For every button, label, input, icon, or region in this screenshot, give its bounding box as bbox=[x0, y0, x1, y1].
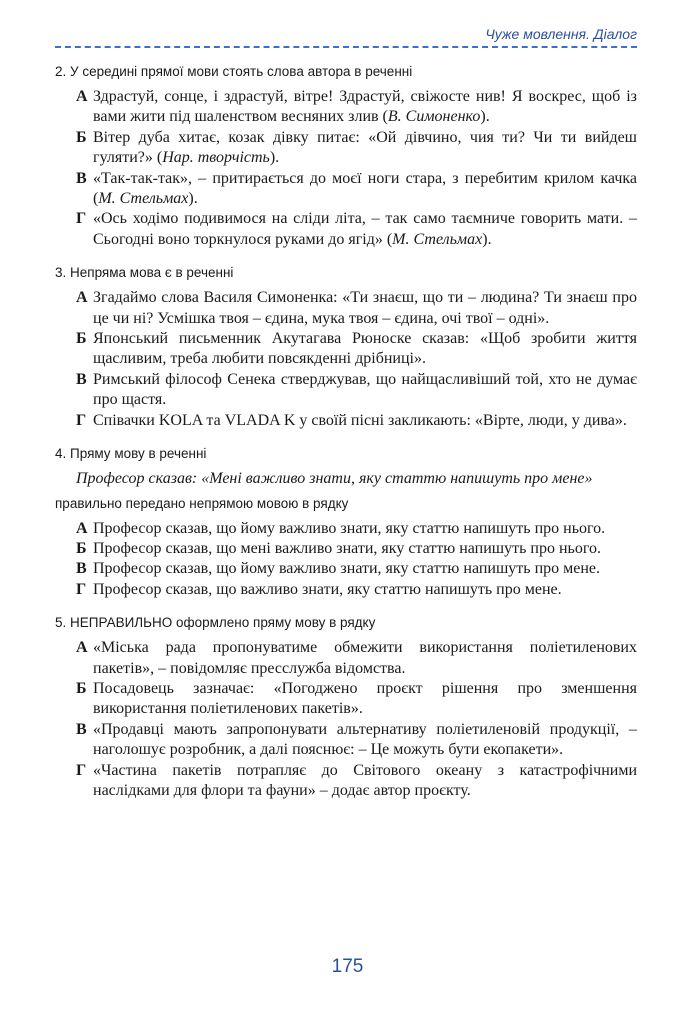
option-text: Римський філософ Сенека стверджував, що найщасливіший той, хто не думає про щастя. bbox=[93, 370, 637, 409]
question-4-options bbox=[76, 519, 637, 601]
option-text: Професор сказав, що йому важливо знати, яку статтю напишуть про нього. bbox=[93, 519, 606, 537]
option-b[interactable] bbox=[76, 329, 637, 370]
option-letter: В bbox=[76, 370, 87, 388]
option-text: Згадаймо слова Василя Симоненка: «Ти знаєш, що ти – людина? Ти знаєш про це чи ні? Усмішка твоя – єдина, мука твоя – єдина, очі твої – одні». bbox=[93, 289, 637, 327]
option-body: «Ось ходімо подивимося на сліди літа, – так само таємниче говорить мати. – Сьогодні воно торкнулося руками до ягід» ( bbox=[93, 210, 637, 248]
header-dashed-rule bbox=[55, 46, 637, 48]
option-text: Професор сказав, що йому важливо знати, яку статтю напишуть про мене. bbox=[93, 560, 601, 578]
option-letter: Г bbox=[76, 210, 87, 228]
option-b[interactable] bbox=[76, 128, 637, 169]
question-3-title: 3. Непряма мова є в реченні bbox=[55, 265, 234, 281]
question-3 bbox=[55, 263, 637, 431]
running-head-title: Чуже мовлення. Діалог bbox=[485, 26, 637, 42]
option-body: Здрастуй, сонце, і здрастуй, вітре! Здрастуй, свіжосте нив! Я воскрес, щоб із вами жити під шаленством весняних злив ( bbox=[93, 88, 637, 126]
option-letter: А bbox=[76, 88, 88, 105]
option-v[interactable] bbox=[76, 559, 637, 579]
option-text bbox=[93, 209, 637, 250]
page-content bbox=[55, 58, 637, 801]
option-letter: В bbox=[76, 560, 87, 578]
option-source: М. Стельмах bbox=[98, 190, 189, 208]
option-g[interactable] bbox=[76, 580, 637, 600]
option-a[interactable] bbox=[76, 288, 637, 329]
option-letter: А bbox=[76, 289, 88, 307]
question-4-quote: Професор сказав: «Мені важливо знати, яку статтю напишуть про мене» bbox=[76, 470, 593, 488]
page-number: 175 bbox=[331, 956, 364, 977]
question-2-title: 2. У середині прямої мови стоять слова автора в реченні bbox=[55, 64, 413, 79]
option-text: «Міська рада пропонуватиме обмежити використання поліетиленових пакетів», – повідомляє пресслужба відомства. bbox=[93, 639, 637, 677]
option-text: Співачки KOLA та VLADA K у своїй пісні закликають: «Вірте, люди, у дива». bbox=[93, 411, 627, 429]
option-text bbox=[93, 128, 637, 169]
option-letter: Б bbox=[76, 539, 87, 557]
question-4-subtitle: правильно передано непрямою мовою в рядку bbox=[55, 495, 349, 511]
option-letter: Б bbox=[76, 128, 87, 146]
option-a[interactable] bbox=[76, 519, 637, 539]
option-a[interactable] bbox=[76, 638, 637, 679]
option-g[interactable] bbox=[76, 761, 637, 802]
option-text: Посадовець зазначає: «Погоджено проєкт рішення про зменшення використання поліетиленових пакетів». bbox=[93, 679, 637, 718]
option-v[interactable] bbox=[76, 370, 637, 411]
option-letter: Г bbox=[76, 580, 87, 598]
option-text: Японський письменник Акутагава Рюноске сказав: «Щоб зробити життя щасливим, треба любити повсякденні дрібниці». bbox=[93, 330, 637, 368]
question-4 bbox=[55, 444, 637, 600]
option-v[interactable] bbox=[76, 169, 637, 210]
question-4-title: 4. Пряму мову в реченні bbox=[55, 446, 207, 462]
question-3-options bbox=[76, 288, 637, 431]
option-v[interactable] bbox=[76, 720, 637, 761]
option-tail: ). bbox=[188, 190, 198, 208]
option-tail: ). bbox=[482, 230, 492, 248]
option-text: «Частина пакетів потрапляє до Світового океану з катастрофічними наслідками для флори та фауни» – додає автор проєкту. bbox=[93, 761, 637, 799]
option-source: В. Симоненко bbox=[387, 108, 481, 126]
question-5-title: 5. НЕПРАВИЛЬНО оформлено пряму мову в рядку bbox=[55, 615, 376, 631]
option-g[interactable] bbox=[76, 209, 637, 250]
option-b[interactable] bbox=[76, 539, 637, 559]
option-letter: Г bbox=[76, 411, 87, 429]
option-source: М. Стельмах bbox=[392, 230, 483, 248]
option-a[interactable] bbox=[76, 87, 637, 128]
option-letter: В bbox=[76, 720, 87, 738]
option-tail: ). bbox=[480, 108, 490, 126]
option-letter: А bbox=[76, 519, 88, 537]
question-5 bbox=[55, 613, 637, 801]
option-letter: Б bbox=[76, 330, 87, 348]
option-body: «Так-так-так», – притирається до моєї ноги стара, з перебитим крилом качка ( bbox=[93, 169, 637, 208]
question-2-options bbox=[76, 87, 637, 250]
option-body: Вітер дуба хитає, козак дівку питає: «Ой дівчино, чия ти? Чи ти вийдеш гуляти?» ( bbox=[93, 128, 637, 167]
option-letter: Б bbox=[76, 679, 87, 697]
option-text bbox=[93, 87, 637, 128]
option-source: Нар. творчість bbox=[162, 149, 270, 167]
question-2 bbox=[55, 62, 637, 250]
option-text bbox=[93, 169, 637, 210]
option-tail: ). bbox=[269, 149, 280, 167]
option-text: Професор сказав, що важливо знати, яку статтю напишуть про мене. bbox=[93, 580, 562, 598]
question-5-options bbox=[76, 638, 637, 801]
option-g[interactable] bbox=[76, 411, 637, 431]
option-letter: А bbox=[76, 639, 88, 657]
option-letter: В bbox=[76, 169, 87, 187]
option-b[interactable] bbox=[76, 679, 637, 720]
option-text: «Продавці мають запропонувати альтернативу поліетиленовій продукції, – наголошує розробник, а далі пояснює: – Це можуть бути екопакети». bbox=[93, 720, 637, 759]
option-text: Професор сказав, що мені важливо знати, яку статтю напишуть про нього. bbox=[93, 539, 601, 557]
option-letter: Г bbox=[76, 761, 87, 779]
